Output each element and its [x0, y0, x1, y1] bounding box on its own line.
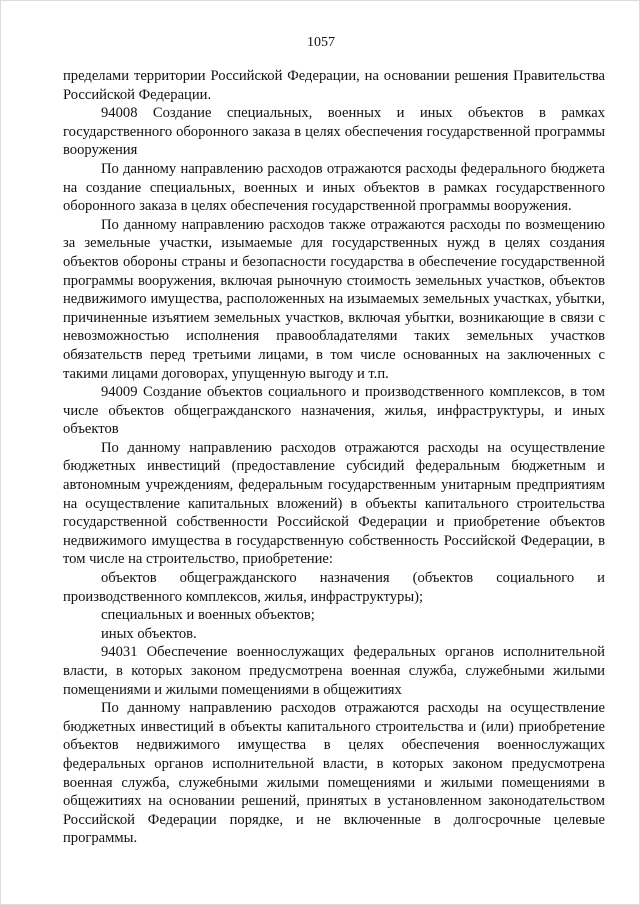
list-item: специальных и военных объектов; — [101, 607, 315, 624]
page-number: 1057 — [307, 35, 335, 50]
paragraph: По данному направлению расходов отражаются расходы федерального бюджета на создание специальных, военных и иных объектов в рамках государственного оборонного заказа в целях обеспечения государственной программы вооружения. — [63, 160, 605, 215]
section-heading-94009: 94009 Создание объектов социального и производственного комплексов, в том числе объектов общегражданского назначения, жилья, инфраструктуры, и иных объектов — [63, 384, 605, 438]
list-item: объектов общегражданского назначения (объектов социального и производственного комплексов, жилья, инфраструктуры); — [63, 570, 605, 605]
document-body — [63, 67, 605, 848]
paragraph: пределами территории Российской Федерации, на основании решения Правительства Российской Федерации. — [63, 68, 605, 103]
paragraph: По данному направлению расходов также отражаются расходы по возмещению за земельные участки, изымаемые для государственных нужд в целях создания объектов обороны страны и безопасности государства в обеспечение государственной программы вооружения, включая рыночную стоимость земельных участков, объектов недвижимого имущества, расположенных на изымаемых земельных участках, убытки, причиненные изъятием земельных участков, включая убытки, возникающие в связи с невозможностью исполнения правообладателями таких земельных участков обязательств перед третьими лицами, в том числе основанных на заключенных с такими лицами договорах, упущенную выгоду и т.п. — [63, 216, 605, 382]
paragraph: По данному направлению расходов отражаются расходы на осуществление бюджетных инвестиций (предоставление субсидий федеральным бюджетным и автономным учреждениям, федеральным государственным унитарным предприятиям на осуществление капитальных вложений) в объекты капитального строительства государственной собственности Российской Федерации и приобретение объектов недвижимого имущества в государственную собственность Российской Федерации, в том числе на строительство, приобретение: — [63, 439, 605, 568]
section-heading-94008: 94008 Создание специальных, военных и иных объектов в рамках государственного оборонного заказа в целях обеспечения государственной программы вооружения — [63, 105, 605, 159]
list-item: иных объектов. — [101, 625, 197, 642]
paragraph: По данному направлению расходов отражаются расходы на осуществление бюджетных инвестиций в объекты капитального строительства и (или) приобретение объектов недвижимого имущества в целях обеспечения военнослужащих федеральных органов исполнительной власти, в которых законом предусмотрена военная служба, служебными жилыми помещениями и жилыми помещениями в общежитиях на основании решений, принятых в установленном законодательством Российской Федерации порядке, и не включенные в долгосрочные целевые программы. — [63, 700, 605, 847]
section-heading-94031: 94031 Обеспечение военнослужащих федеральных органов исполнительной власти, в которых законом предусмотрена военная служба, служебными жилыми помещениями и жилыми помещениями в общежитиях — [63, 644, 605, 698]
